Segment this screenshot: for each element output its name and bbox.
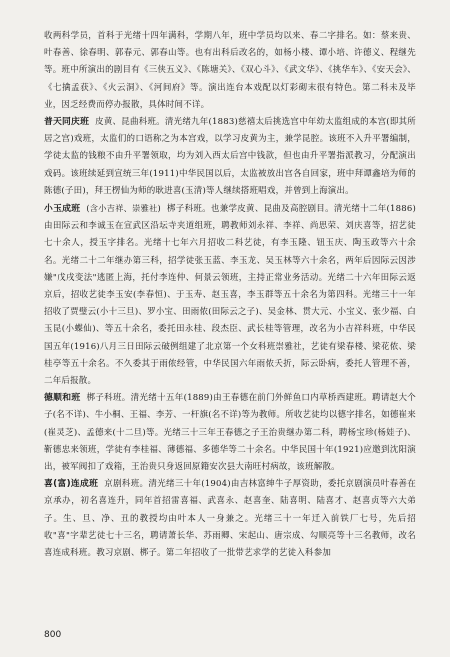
- page-number: 800: [44, 630, 62, 640]
- troupe-name: 德顺和班: [44, 393, 81, 404]
- troupe-entry-xilianchen: [44, 476, 416, 562]
- troupe-note: (含小吉祥、崇雅社): [86, 203, 161, 214]
- troupe-name: 喜(富)连成班: [44, 479, 99, 490]
- troupe-name: 普天同庆班: [44, 117, 90, 128]
- troupe-entry-xiaoyucheng: [44, 200, 416, 390]
- troupe-name: 小玉成班: [44, 204, 81, 215]
- troupe-description: 京剧科班。清光绪三十年(1904)由吉林富绅牛子厚资助，委托京剧演员叶春善在京承办，初名喜连升，同年首招雷喜福、武喜永、赵喜奎、陆喜明、陆喜才、赵喜贞等六大弟子。生、旦、净、丑的教授均由叶本人一身兼之。光绪三十一年迁入前铁厂七号，先后招收"喜"字辈艺徒七十三名，聘请萧长华、苏雨卿、宋起山、唐宗成、勾顺亮等十三名教师，改名喜连成科班。教习京剧、梆子。第二年招收了一批带艺求学的艺徒入科参加: [44, 479, 416, 559]
- troupe-description: 梆子科班。也兼学皮黄、昆曲及高腔剧目。清光绪十二年(1886)由田际云和李诚玉在宣武区沿坛寺夹道组班，聘教师刘永祥、李祥、尚思荣、刘庆喜等，招艺徒七十余人，授玉字排名。光绪十七年六月招收二科艺徒，有李玉隆、钮玉庆、陶玉政等六十余名。光绪二十二年继办第三科，招学徒张玉蓝、李玉龙、吴玉林等六十余名，两年后因际云因涉嫌"戊戌变法"逃匿上海，托付李连仲、何景云领班，主持正常业务活动。光绪二十六年田际云返京后，招收艺徒李玉安(李春恒)、于玉寿、赵玉喜，李玉群等五十余名为第四科。光绪三十一年招收了贾璧云(小十三旦)、罗小宝、田雨侬(田际云之子)、吴金林、贯大元、小宝义、张少福、白玉昆(小蝶仙)、等五十余名，委托田永桂、段杰臣、武长桂等管理，改名为小吉祥科班，中华民国五年(1916)八月三日田际云破例组建了北京第一个女科班崇雅社，艺徒有梁春楼、梁花侬、梁桂亭等五十余名。不久委其于雨侬经管，中华民国六年雨侬夭折，际云卧病，委托人管理不善，二年后报散。: [44, 204, 416, 387]
- troupe-description: 梆子科班。清光绪十五年(1889)由王春德在前门外鲜鱼口内草桥西建班。聘请赵大个子(名不详)、牛小桐、王福、李芳、一杆旗(名不详)等为教师。所收艺徒均以德字排名，如德崔来(崔灵芝)、孟德来(十二旦)等。光绪三十三年王春德之子王治贵继办第二科，聘杨宝珍(杨娃子)、靳德忠来领班，学徒有李桂福、薄德福、多德华等二十余名。中华民国十年(1921)应邀到沈阳演出，被军阀扣了戏箱，王治贵只身返回原籍安次县大南旺村病故，该班解散。: [44, 393, 416, 473]
- troupe-description: 皮黄、昆曲科班。清光绪九年(1883)慈禧太后挑选宫中年幼太监组成的本宫(即其所居之宫)戏班，太监们的口语称之为本宫戏，以学习皮黄为主，兼学昆腔。该班不入升平署编制，学徒太监的钱粮不由升平署领取，均为刘入西太后宫中钱款，但也由升平署指派教习，分配演出戏码。该班续延到宣统三年(1911)中华民国以后，太监被放出宫各自回家，班中拜谭鑫培为师的陈德(子田)，拜王楞仙为师的耿进喜(玉清)等人继续搭班唱戏，并曾到上海演出。: [44, 117, 416, 196]
- intro-paragraph: 收两科学员，首科于光绪十四年满科，学期八年，班中学员均以来、春二字排名。如：蔡来贵、叶春善、徐春明、郭春元、郭春山等。也有出科后改名的，如杨小楼、谭小培、许德义、程继先等。班中所演出的剧目有《三侠五义》、《陈塘关》、《双心斗》、《武文华》、《挑华车》、《安天会》、《七擒孟获》、《火云洞》、《河间府》等。演出连台本戏配以灯彩砌末很有特色。第二科未及毕业，因乏经费而停办报散，具体时间不详。: [44, 31, 416, 110]
- troupe-entry-deshunhe: [44, 390, 416, 476]
- troupe-entry-putiantongqing: [44, 114, 416, 200]
